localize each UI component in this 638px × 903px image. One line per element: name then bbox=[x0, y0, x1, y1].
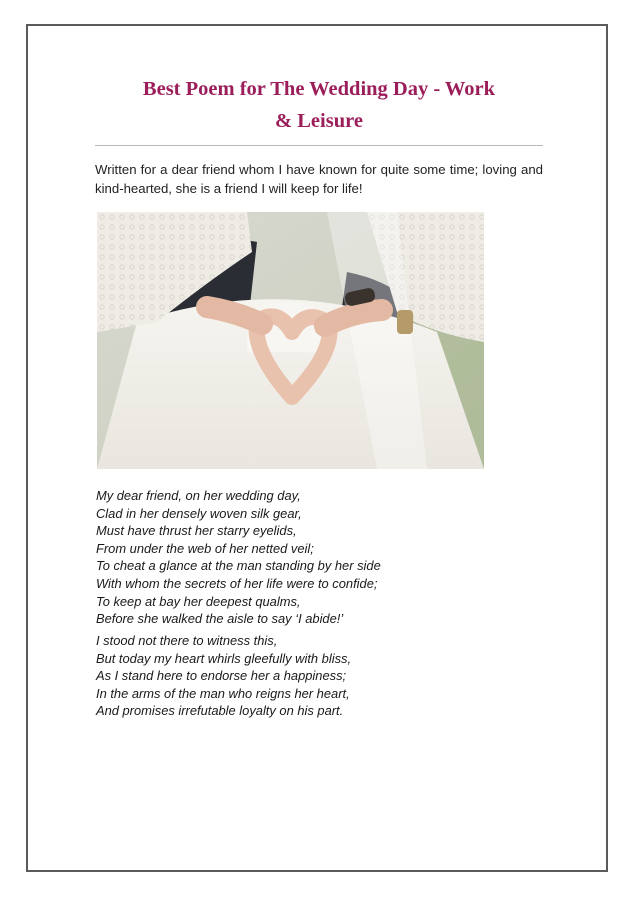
poem-line: Must have thrust her starry eyelids, bbox=[96, 523, 297, 539]
poem-line: With whom the secrets of her life were to confide; bbox=[96, 575, 378, 591]
poem-line: My dear friend, on her wedding day, bbox=[96, 488, 301, 503]
poem-line: As I stand here to endorse her a happiness; bbox=[96, 668, 347, 684]
poem-line: To cheat a glance at the man standing by her side bbox=[96, 558, 381, 574]
page-title bbox=[95, 73, 543, 137]
title-line-1: Best Poem for The Wedding Day - Work bbox=[142, 78, 496, 100]
intro-paragraph: Written for a dear friend whom I have known for quite some time; loving and kind-hearted, she is a friend I will keep for life! bbox=[95, 162, 543, 196]
poem-line: In the arms of the man who reigns her heart, bbox=[96, 685, 350, 701]
poem-line: To keep at bay her deepest qualms, bbox=[96, 593, 301, 609]
wedding-photo bbox=[97, 212, 484, 469]
poem-line: Clad in her densely woven silk gear, bbox=[96, 505, 302, 521]
poem-line: Before she walked the aisle to say ‘I abide!’ bbox=[96, 611, 344, 627]
poem-line: From under the web of her netted veil; bbox=[96, 540, 314, 556]
poem-stanza-2 bbox=[96, 632, 546, 720]
poem-line: And promises irrefutable loyalty on his part. bbox=[96, 703, 344, 719]
poem-line: But today my heart whirls gleefully with bliss, bbox=[96, 650, 352, 666]
title-divider bbox=[95, 145, 543, 146]
title-line-2: & Leisure bbox=[275, 110, 363, 132]
poem-line: I stood not there to witness this, bbox=[96, 633, 278, 648]
poem-stanza-1 bbox=[96, 487, 546, 628]
